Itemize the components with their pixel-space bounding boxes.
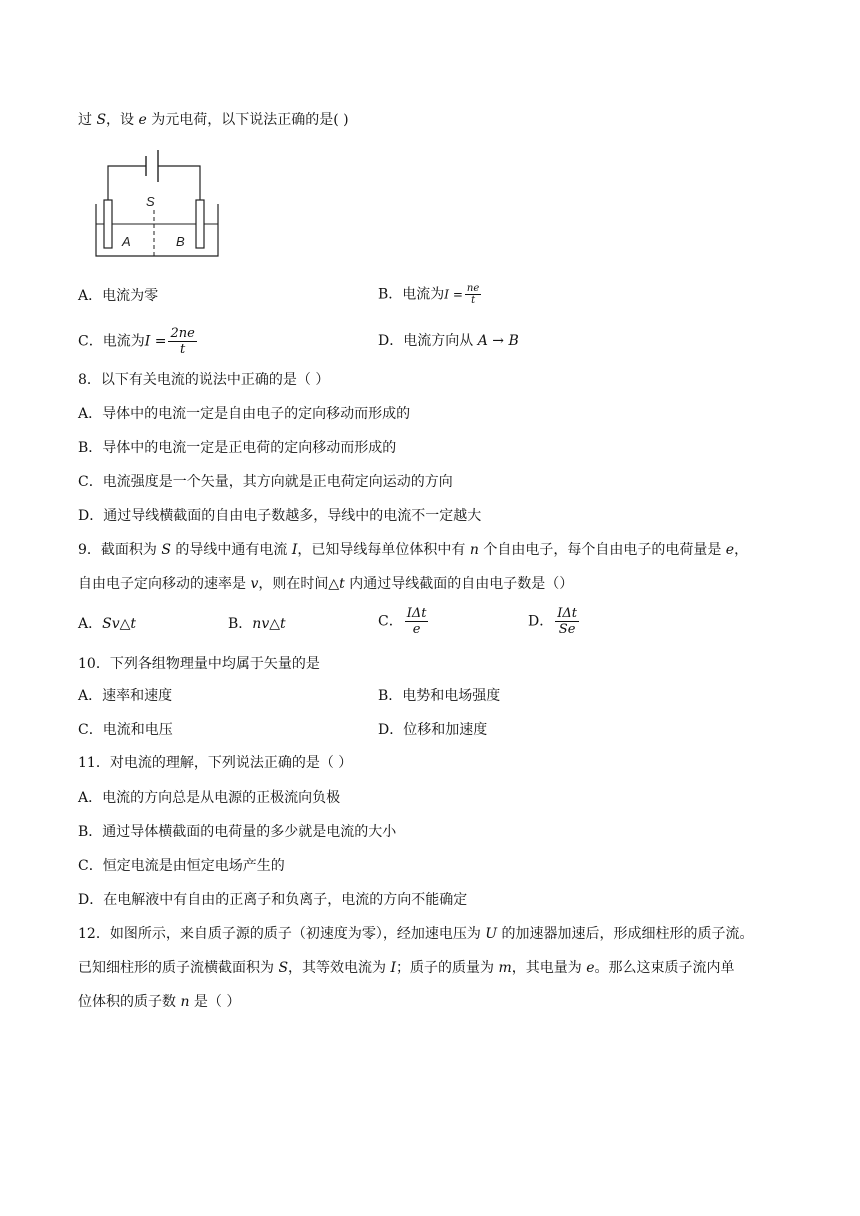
q8-option-b: B．导体中的电流一定是正电荷的定向移动而形成的: [78, 440, 397, 456]
q10-option-a: A．速率和速度: [78, 688, 173, 704]
fraction-2ne-over-t: $\frac{2ne}{t}$: [170, 326, 195, 357]
wire-right: [158, 166, 200, 200]
q9-option-a: A．Sv△t: [78, 616, 137, 632]
label-s: S: [146, 194, 155, 209]
q11-stem: 11．对电流的理解，下列说法正确的是（ ）: [78, 755, 353, 771]
electrolysis-cell-figure: [92, 148, 222, 260]
q10-option-b: B．电势和电场强度: [378, 688, 501, 704]
q10-stem: 10．下列各组物理量中均属于矢量的是: [78, 656, 320, 672]
label-a: A: [122, 234, 131, 249]
q9-stem-line1: 9．截面积为 S 的导线中通有电流 I，已知导线每单位体积中有 n 个自由电子，每个自由电子的电荷量是 e，: [78, 542, 749, 558]
electrode-left: [104, 200, 112, 248]
wire-left: [108, 166, 146, 200]
fraction-idt-over-se: $\frac{\text{IΔt}}{Se}$: [557, 606, 577, 637]
q11-option-d: D．在电解液中有自由的正离子和负离子，电流的方向不能确定: [78, 892, 468, 908]
q7-option-c: C．电流为I = $\frac{2ne}{t}$: [78, 326, 195, 357]
q7-option-a: A．电流为零: [78, 288, 159, 304]
q10-option-d: D．位移和加速度: [378, 722, 488, 738]
q11-option-a: A．电流的方向总是从电源的正极流向负极: [78, 790, 341, 806]
q12-stem-line2: 已知细柱形的质子流横截面积为 S，其等效电流为 I；质子的质量为 m，其电量为 e。那么这束质子流内单: [78, 960, 735, 976]
q8-stem: 8．以下有关电流的说法中正确的是（ ）: [78, 372, 330, 388]
q8-option-d: D．通过导线横截面的自由电子数越多，导线中的电流不一定越大: [78, 508, 482, 524]
q7-stem-tail: 过 S，设 e 为元电荷，以下说法正确的是( ): [78, 112, 349, 128]
fraction-idt-over-e: $\frac{\text{IΔt}}{e}$: [406, 606, 427, 637]
q8-option-a: A．导体中的电流一定是自由电子的定向移动而形成的: [78, 406, 411, 422]
q7-option-d: D．电流方向从 A → B: [378, 333, 519, 349]
q12-stem-line3: 位体积的质子数 n 是（ ）: [78, 994, 241, 1010]
fraction-ne-over-t: $\frac{ne}{t}$: [466, 283, 480, 306]
q7-option-b: B．电流为I = $\frac{ne}{t}$: [378, 283, 480, 306]
q11-option-c: C．恒定电流是由恒定电场产生的: [78, 858, 285, 874]
electrode-right: [196, 200, 204, 248]
q9-stem-line2: 自由电子定向移动的速率是 v，则在时间△t 内通过导线截面的自由电子数是（）: [78, 576, 574, 592]
q9-option-c: C． $\frac{\text{IΔt}}{e}$: [378, 606, 427, 637]
q9-option-d: D． $\frac{\text{IΔt}}{Se}$: [528, 606, 577, 637]
q10-option-c: C．电流和电压: [78, 722, 173, 738]
q8-option-c: C．电流强度是一个矢量，其方向就是正电荷定向运动的方向: [78, 474, 453, 490]
q12-stem-line1: 12．如图所示，来自质子源的质子（初速度为零），经加速电压为 U 的加速器加速后，形成细柱形的质子流。: [78, 926, 754, 942]
q9-option-b: B．nv△t: [228, 616, 286, 632]
label-b: B: [176, 234, 185, 249]
q11-option-b: B．通过导体横截面的电荷量的多少就是电流的大小: [78, 824, 397, 840]
